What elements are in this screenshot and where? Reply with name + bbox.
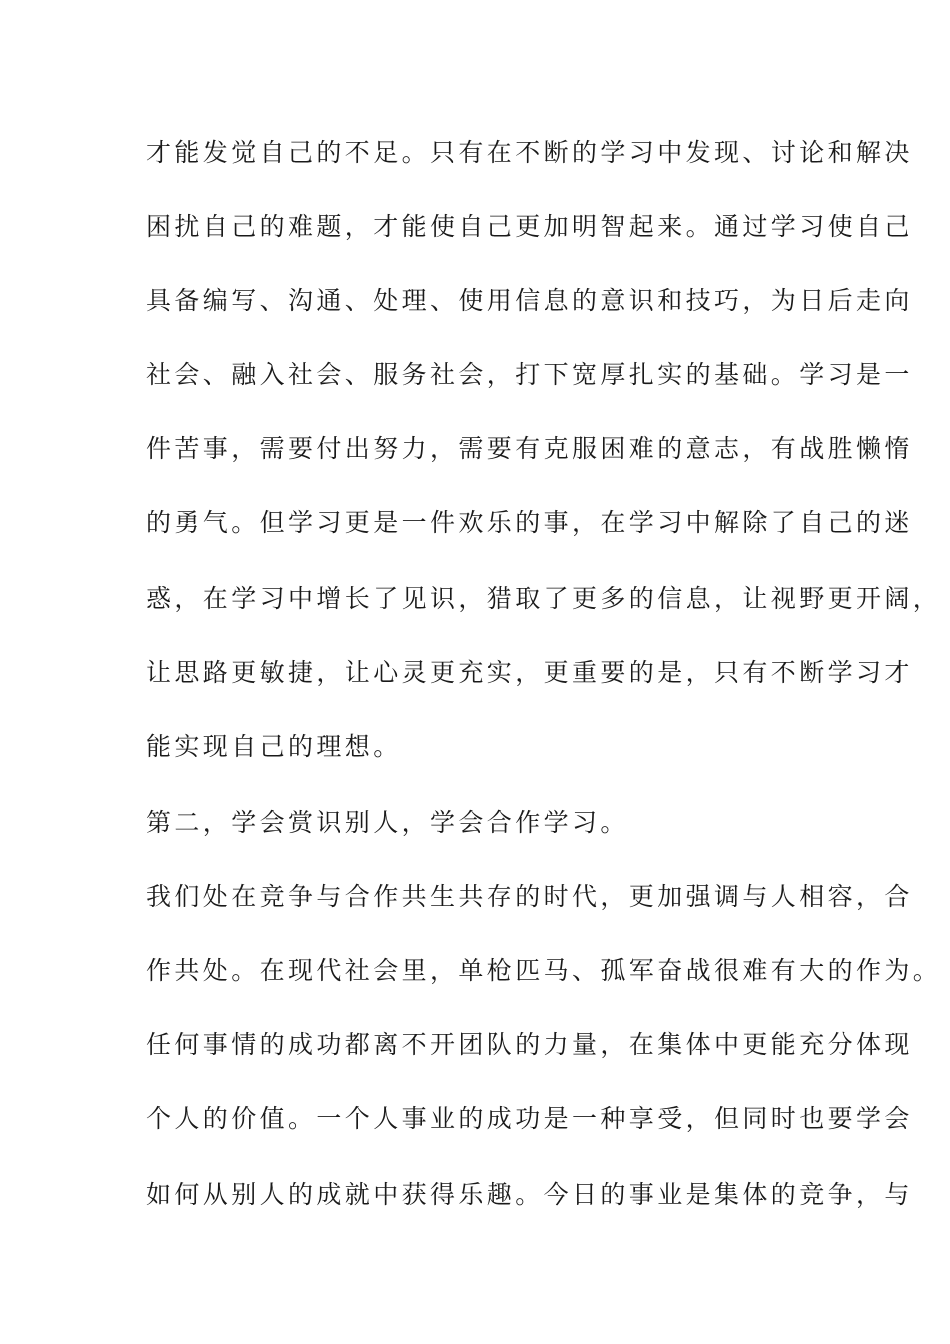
text-line: 才能发觉自己的不足。只有在不断的学习中发现、讨论和解决	[146, 138, 913, 167]
text-line: 社会、融入社会、服务社会，打下宽厚扎实的基础。学习是一	[146, 360, 913, 389]
text-line: 作共处。在现代社会里，单枪匹马、孤军奋战很难有大的作为。	[146, 956, 942, 985]
text-line: 件苦事，需要付出努力，需要有克服困难的意志，有战胜懒惰	[146, 434, 913, 463]
text-line: 惑，在学习中增长了见识，猎取了更多的信息，让视野更开阔，	[146, 584, 942, 613]
text-line: 的勇气。但学习更是一件欢乐的事，在学习中解除了自己的迷	[146, 508, 913, 537]
text-line: 具备编写、沟通、处理、使用信息的意识和技巧，为日后走向	[146, 286, 913, 315]
text-line: 如何从别人的成就中获得乐趣。今日的事业是集体的竞争，与	[146, 1180, 913, 1209]
text-line: 让思路更敏捷，让心灵更充实，更重要的是，只有不断学习才	[146, 658, 913, 687]
section-heading: 第二，学会赏识别人，学会合作学习。	[146, 808, 629, 837]
text-line: 我们处在竞争与合作共生共存的时代，更加强调与人相容，合	[146, 882, 913, 911]
text-line: 能实现自己的理想。	[146, 732, 402, 761]
text-line: 个人的价值。一个人事业的成功是一种享受，但同时也要学会	[146, 1104, 913, 1133]
text-line: 任何事情的成功都离不开团队的力量，在集体中更能充分体现	[146, 1030, 913, 1059]
text-line: 困扰自己的难题，才能使自己更加明智起来。通过学习使自己	[146, 212, 913, 241]
